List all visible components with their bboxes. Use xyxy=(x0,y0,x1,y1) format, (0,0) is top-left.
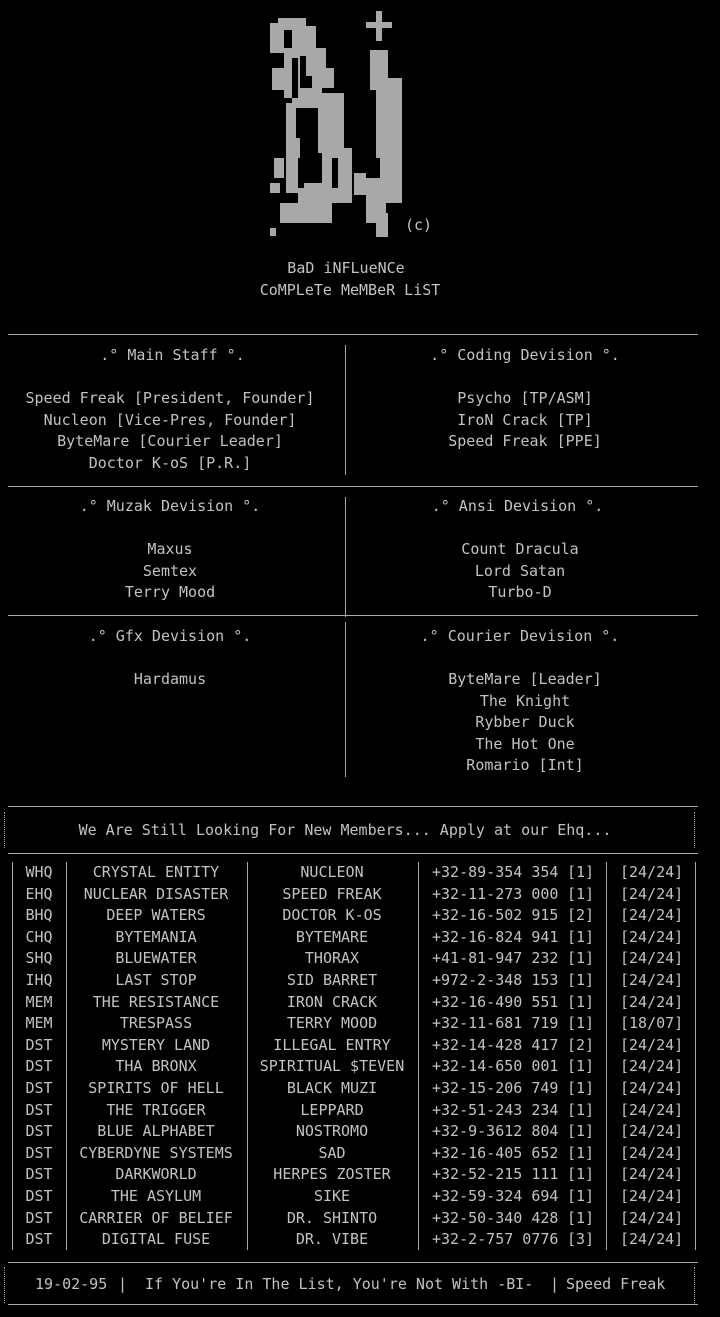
board-name: BLUE ALPHABET xyxy=(97,1122,215,1141)
sysop-name: NUCLEON xyxy=(300,863,364,881)
phone: +972-2-348 153 xyxy=(432,971,559,989)
phone: +32-15-206 749 xyxy=(432,1079,559,1097)
panel-title: .° Gfx Devision °. xyxy=(88,627,252,645)
group-name: BaD iNFLueNCe xyxy=(287,259,405,277)
table-row xyxy=(0,1100,720,1122)
hours: [24/24] xyxy=(620,992,684,1011)
board-name: NUCLEAR DISASTER xyxy=(83,884,229,903)
board-tag: DST xyxy=(25,1035,53,1054)
sysop-name: SPIRITUAL $TEVEN xyxy=(259,1057,405,1076)
phone: +32-14-650 001 xyxy=(432,1057,559,1076)
sysop-name: IRON CRACK xyxy=(286,992,378,1011)
nodes: [1] xyxy=(567,1208,595,1227)
table-row xyxy=(0,1121,720,1143)
board-tag: DST xyxy=(25,1100,53,1119)
bbs-table xyxy=(0,862,720,1252)
hours: [24/24] xyxy=(620,1057,684,1076)
board-tag: SHQ xyxy=(25,949,53,968)
phone: +32-16-405 652 xyxy=(432,1143,559,1162)
sysop-name: DOCTOR K-OS xyxy=(282,906,382,925)
table-row xyxy=(0,1143,720,1165)
list-item: IroN Crack [TP] xyxy=(457,410,593,429)
divider xyxy=(345,622,346,777)
hours: [24/24] xyxy=(620,1208,684,1227)
phone: +32-2-757 0776 xyxy=(432,1230,559,1249)
hours: [24/24] xyxy=(620,1100,684,1119)
list-item: ByteMare [Courier Leader] xyxy=(57,432,283,451)
board-name: CYBERDYNE SYSTEMS xyxy=(79,1143,233,1162)
nodes: [1] xyxy=(567,949,595,968)
divider xyxy=(345,345,346,475)
sysop-name: SID BARRET xyxy=(286,971,378,989)
sysop-name: DR. SHINTO xyxy=(286,1208,378,1227)
phone: +32-16-490 551 xyxy=(432,992,559,1011)
board-name: THE ASYLUM xyxy=(110,1187,202,1205)
phone: +32-16-824 941 xyxy=(432,927,559,946)
board-name: DEEP WATERS xyxy=(106,906,206,925)
list-item: Rybber Duck xyxy=(475,713,575,732)
phone: +32-50-340 428 xyxy=(432,1208,559,1227)
footer-separator: | xyxy=(118,1275,128,1293)
hours: [24/24] xyxy=(620,863,684,881)
divider xyxy=(345,497,346,617)
footer-slogan: If You're In The List, You're Not With -BI- xyxy=(145,1275,534,1293)
nodes: [1] xyxy=(567,1079,595,1097)
table-row xyxy=(0,970,720,992)
phone: +32-52-215 111 xyxy=(432,1165,559,1184)
nodes: [1] xyxy=(567,927,595,946)
phone: +32-14-428 417 xyxy=(432,1035,559,1054)
sysop-name: TERRY MOOD xyxy=(286,1014,378,1033)
divider xyxy=(694,1267,695,1303)
nodes: [2] xyxy=(567,1035,595,1054)
footer-date: 19-02-95 xyxy=(35,1275,108,1293)
list-item: Terry Mood xyxy=(124,583,216,602)
hours: [18/07] xyxy=(620,1014,684,1033)
board-name: CARRIER OF BELIEF xyxy=(79,1208,233,1227)
nodes: [1] xyxy=(567,971,595,989)
list-item: Lord Satan xyxy=(474,561,566,580)
phone: +32-89-354 354 xyxy=(432,863,559,881)
list-item: Speed Freak [President, Founder] xyxy=(25,389,315,407)
panel-title: .° Main Staff °. xyxy=(100,346,245,364)
board-tag: DST xyxy=(25,1230,53,1249)
divider xyxy=(8,853,698,854)
hours: [24/24] xyxy=(620,949,684,968)
board-name: THA BRONX xyxy=(115,1057,197,1076)
board-name: LAST STOP xyxy=(115,971,197,989)
hours: [24/24] xyxy=(620,1230,684,1249)
table-row xyxy=(0,862,720,884)
divider xyxy=(8,615,698,616)
panel-title: .° Muzak Devision °. xyxy=(79,497,261,515)
member-list xyxy=(0,539,340,604)
nodes: [1] xyxy=(567,1122,595,1141)
sysop-name: SPEED FREAK xyxy=(282,884,382,903)
board-tag: MEM xyxy=(25,992,53,1011)
table-row xyxy=(0,1035,720,1057)
board-name: DIGITAL FUSE xyxy=(101,1230,211,1249)
board-tag: EHQ xyxy=(25,884,53,903)
hours: [24/24] xyxy=(620,884,684,903)
hours: [24/24] xyxy=(620,1165,684,1184)
list-item: The Knight xyxy=(479,691,571,710)
board-tag: DST xyxy=(25,1143,53,1162)
sysop-name: NOSTROMO xyxy=(295,1122,369,1141)
board-name: SPIRITS OF HELL xyxy=(88,1079,224,1097)
bi-logo xyxy=(262,8,412,243)
table-row xyxy=(0,948,720,970)
sysop-name: SAD xyxy=(318,1143,346,1162)
hours: [24/24] xyxy=(620,1143,684,1162)
table-row xyxy=(0,1164,720,1186)
divider xyxy=(8,806,698,807)
divider xyxy=(4,1267,5,1303)
nodes: [1] xyxy=(567,1057,595,1076)
sysop-name: BYTEMARE xyxy=(295,927,369,946)
list-item: Nucleon [Vice-Pres, Founder] xyxy=(43,410,297,429)
table-row xyxy=(0,1208,720,1230)
page-title: CoMPLeTe MeMBeR LiST xyxy=(259,281,441,299)
nodes: [1] xyxy=(567,1014,595,1033)
member-list xyxy=(0,669,340,691)
sysop-name: HERPES ZOSTER xyxy=(273,1165,391,1184)
table-row xyxy=(0,1186,720,1208)
nodes: [1] xyxy=(567,1165,595,1184)
nodes: [1] xyxy=(567,1100,595,1119)
table-row xyxy=(0,884,720,906)
divider xyxy=(8,486,698,487)
board-name: DARKWORLD xyxy=(115,1165,197,1184)
list-item: Maxus xyxy=(147,540,193,558)
panel-title: .° Coding Devision °. xyxy=(430,346,620,364)
nodes: [1] xyxy=(567,992,595,1011)
board-name: MYSTERY LAND xyxy=(101,1035,211,1054)
copyright-mark: (c) xyxy=(405,216,433,234)
panel-title: .° Ansi Devision °. xyxy=(431,497,604,515)
list-item: Hardamus xyxy=(133,670,207,688)
board-tag: IHQ xyxy=(25,971,53,989)
nodes: [1] xyxy=(567,863,595,881)
hours: [24/24] xyxy=(620,971,684,989)
hours: [24/24] xyxy=(620,1079,684,1097)
board-name: THE RESISTANCE xyxy=(92,992,220,1011)
board-name: BLUEWATER xyxy=(115,949,197,968)
board-name: TRESPASS xyxy=(119,1014,193,1033)
sysop-name: SIKE xyxy=(313,1187,351,1205)
table-row xyxy=(0,992,720,1014)
phone: +32-51-243 234 xyxy=(432,1100,559,1119)
phone: +41-81-947 232 xyxy=(432,949,559,968)
board-name: CRYSTAL ENTITY xyxy=(92,863,220,881)
board-tag: DST xyxy=(25,1165,53,1184)
sysop-name: ILLEGAL ENTRY xyxy=(273,1035,391,1054)
list-item: Speed Freak [PPE] xyxy=(448,432,602,451)
board-tag: DST xyxy=(25,1187,53,1205)
list-item: ByteMare [Leader] xyxy=(448,670,602,688)
recruit-banner: We Are Still Looking For New Members... Apply at our Ehq... xyxy=(78,821,612,839)
phone: +32-11-273 000 xyxy=(432,884,559,903)
hours: [24/24] xyxy=(620,906,684,925)
table-row xyxy=(0,1229,720,1251)
divider xyxy=(694,812,695,848)
member-list xyxy=(350,539,690,604)
board-tag: DST xyxy=(25,1122,53,1141)
table-row xyxy=(0,927,720,949)
nodes: [1] xyxy=(567,884,595,903)
board-tag: CHQ xyxy=(25,927,53,946)
member-list xyxy=(350,388,700,453)
phone: +32-9-3612 804 xyxy=(432,1122,559,1141)
phone: +32-16-502 915 xyxy=(432,906,559,925)
divider xyxy=(8,1304,698,1305)
hours: [24/24] xyxy=(620,1122,684,1141)
nodes: [1] xyxy=(567,1187,595,1205)
hours: [24/24] xyxy=(620,1187,684,1205)
divider xyxy=(8,1262,698,1263)
board-name: THE TRIGGER xyxy=(106,1100,206,1119)
member-list xyxy=(350,669,700,777)
list-item: Count Dracula xyxy=(461,540,579,558)
table-row xyxy=(0,905,720,927)
board-tag: DST xyxy=(25,1079,53,1097)
board-tag: BHQ xyxy=(25,906,53,925)
hours: [24/24] xyxy=(620,1035,684,1054)
phone: +32-11-681 719 xyxy=(432,1014,559,1033)
nodes: [3] xyxy=(567,1230,595,1249)
member-list xyxy=(0,388,340,474)
list-item: Psycho [TP/ASM] xyxy=(457,389,593,407)
sysop-name: THORAX xyxy=(304,949,360,968)
board-tag: DST xyxy=(25,1208,53,1227)
board-tag: DST xyxy=(25,1057,53,1076)
table-row xyxy=(0,1013,720,1035)
hours: [24/24] xyxy=(620,927,684,946)
board-tag: WHQ xyxy=(25,863,53,881)
divider xyxy=(8,334,698,335)
table-row xyxy=(0,1056,720,1078)
list-item: Turbo-D xyxy=(488,583,552,602)
panel-title: .° Courier Devision °. xyxy=(420,627,620,645)
board-name: BYTEMANIA xyxy=(115,927,197,946)
nodes: [2] xyxy=(567,906,595,925)
sysop-name: BLACK MUZI xyxy=(286,1079,378,1097)
list-item: Semtex xyxy=(142,561,198,580)
board-tag: MEM xyxy=(25,1014,53,1033)
list-item: Doctor K-oS [P.R.] xyxy=(88,453,252,472)
nodes: [1] xyxy=(567,1143,595,1162)
list-item: Romario [Int] xyxy=(466,756,584,775)
phone: +32-59-324 694 xyxy=(432,1187,559,1205)
sysop-name: DR. VIBE xyxy=(295,1230,369,1249)
footer-separator: | xyxy=(550,1275,560,1293)
list-item: The Hot One xyxy=(475,734,575,753)
sysop-name: LEPPARD xyxy=(300,1100,364,1119)
footer-author: Speed Freak xyxy=(566,1275,666,1293)
table-row xyxy=(0,1078,720,1100)
